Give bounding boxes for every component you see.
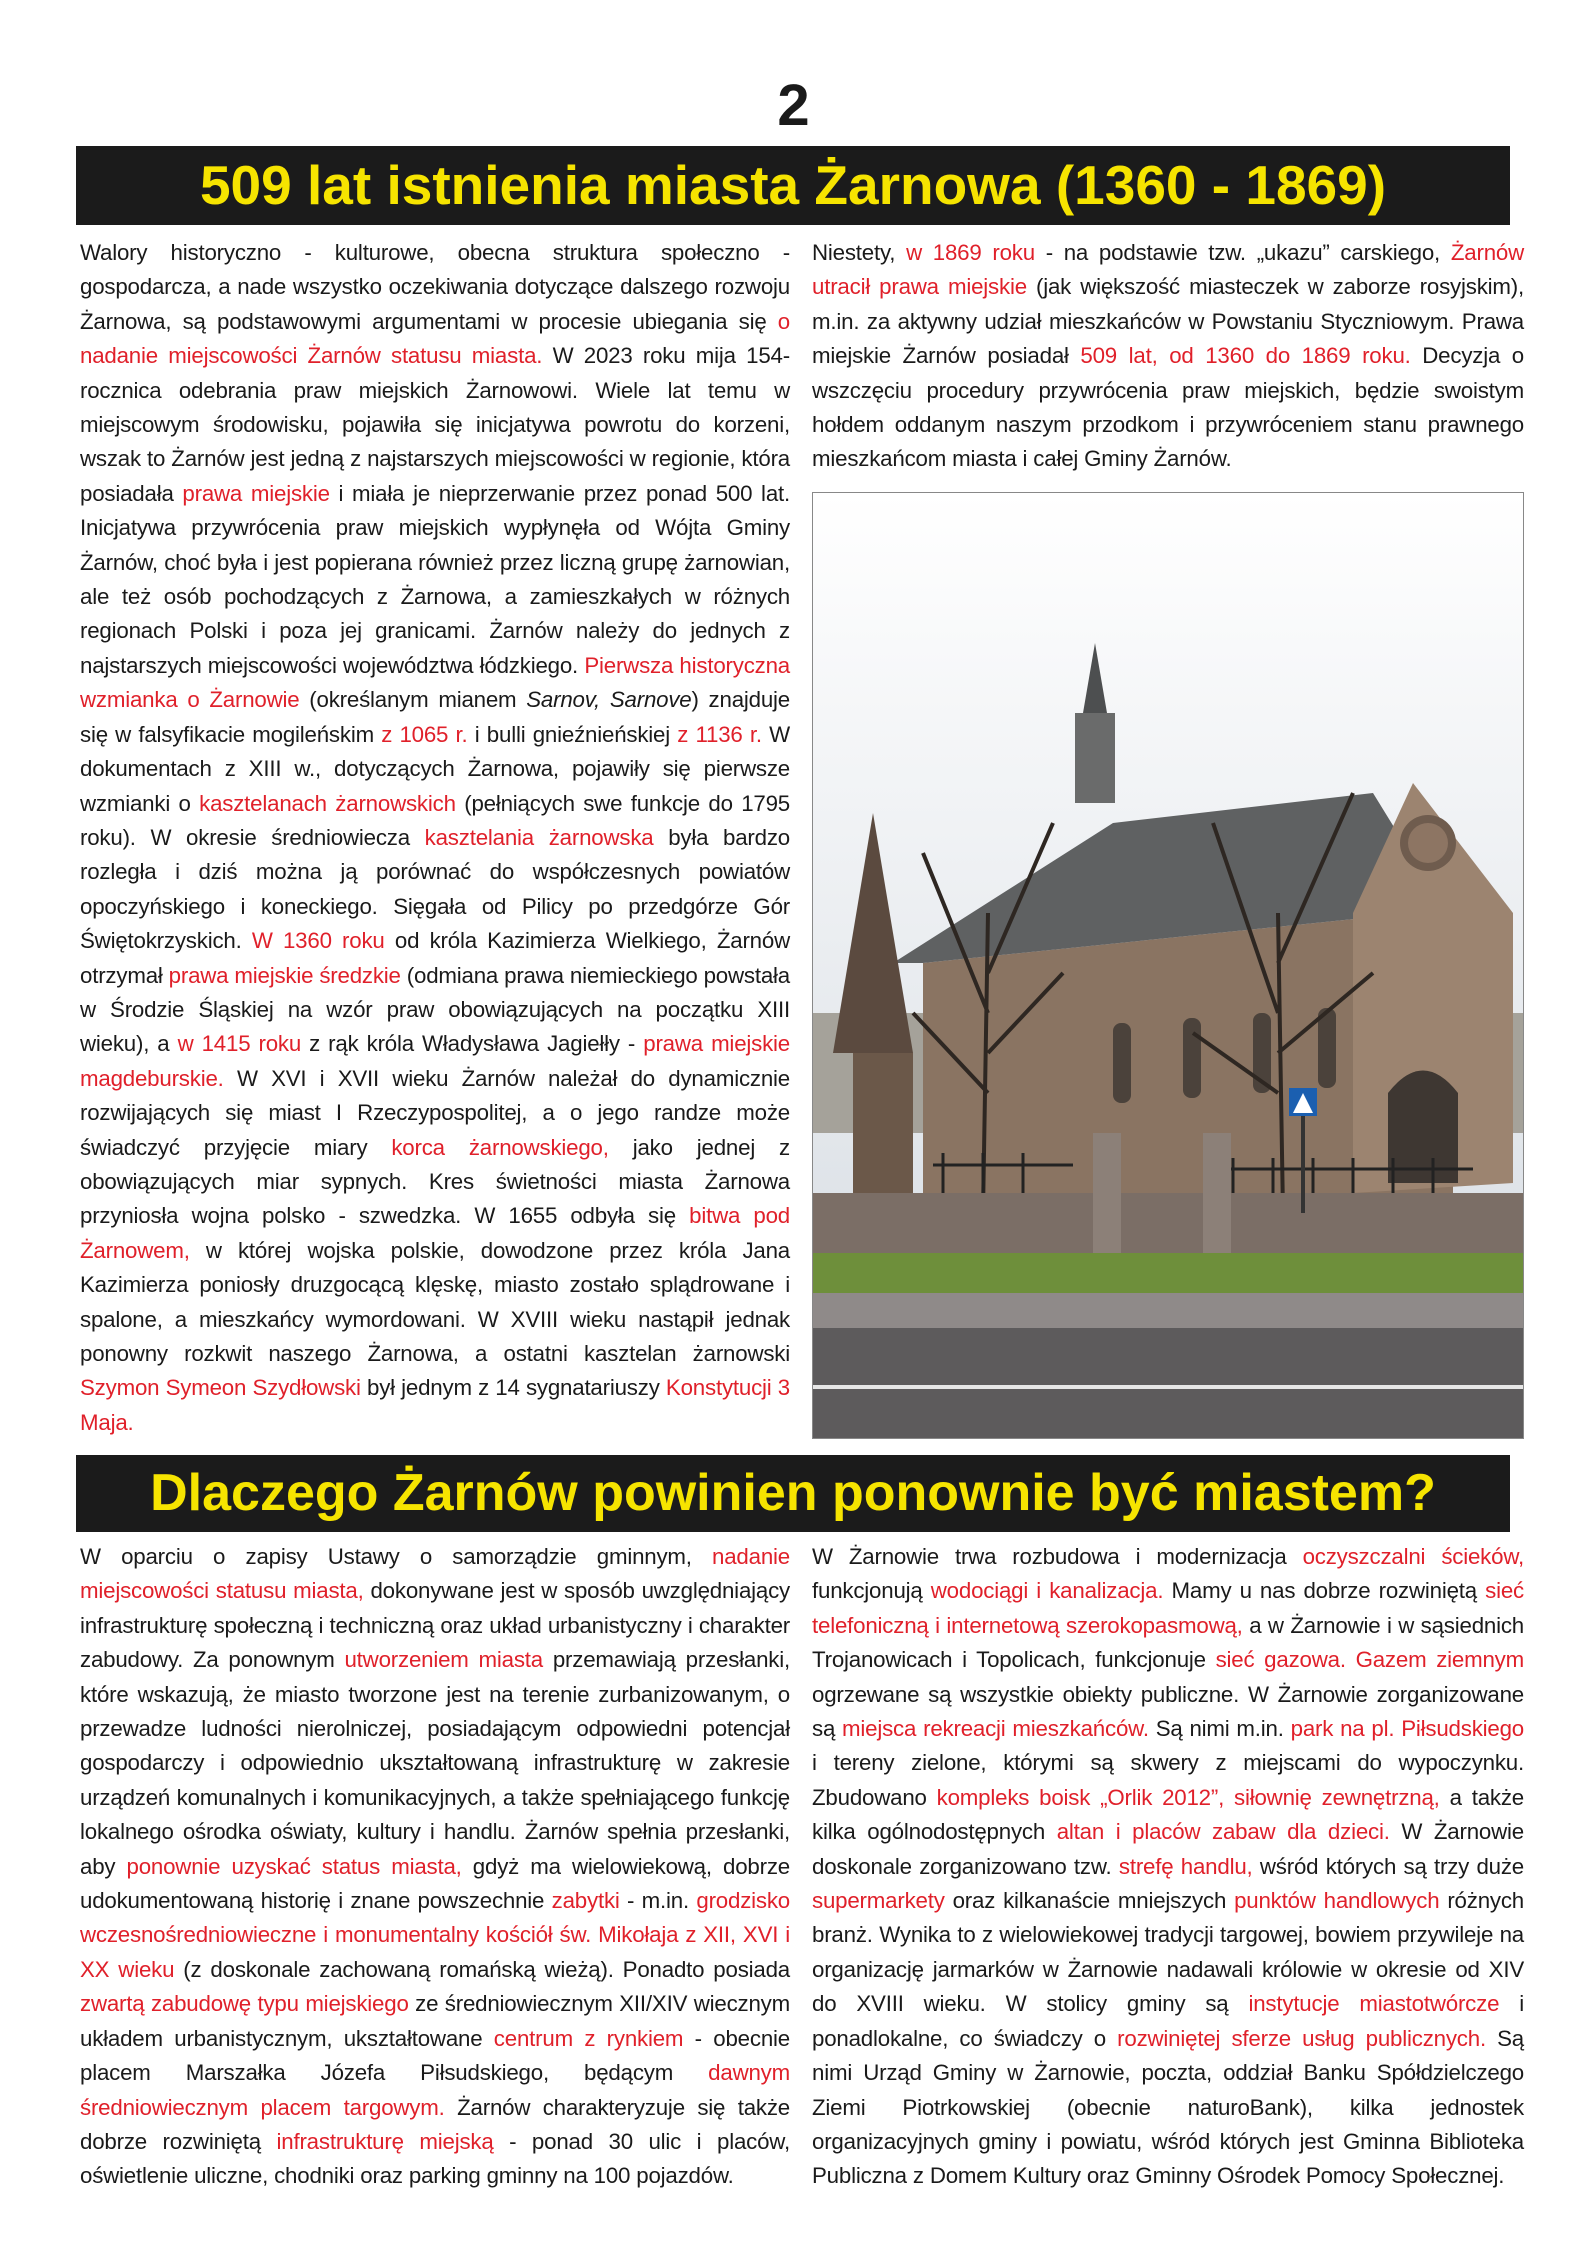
highlighted-phrase: oczyszczalni ścieków, — [1302, 1544, 1524, 1569]
section-title-history: 509 lat istnienia miasta Żarnowa (1360 - 1869) — [76, 146, 1510, 225]
text-run: (odmiana prawa niemieckiego powstała w Środzie Śląskiej na wzór praw obowiązujących na początku XIII wieku), a — [80, 962, 791, 1057]
text-run: ogrzewane są wszystkie obiekty publiczne. W Żarnowie zorganizowane są — [812, 1681, 1524, 1742]
highlighted-phrase: korca żarnowskiego, — [391, 1134, 609, 1160]
text-run: Decyzja o wszczęciu procedury przywrócenia praw miejskich, będzie swoistym hołdem oddanym naszym przodkom i przywróceniem stanu prawnego mieszkańcom miasta i całej Gminy Żarnów. — [812, 343, 1524, 472]
highlighted-phrase: instytucje miastotwórcze — [1248, 1991, 1500, 2017]
text-run: ) znajduje się w falsyfikacie mogileńskim — [80, 687, 790, 747]
highlighted-phrase: z 1136 r. — [677, 721, 762, 747]
highlighted-phrase: dawnym średniowiecznym placem targowym. — [80, 2060, 790, 2120]
highlighted-phrase: wodociągi i kanalizacja. — [930, 1578, 1164, 1604]
highlighted-phrase: ponownie uzyskać status miasta, — [126, 1853, 462, 1879]
highlighted-phrase: bitwa pod Żarnowem, — [80, 1203, 790, 1263]
text-run — [1346, 1647, 1356, 1672]
text-run: funkcjonują — [812, 1578, 931, 1604]
text-run: z rąk króla Władysława Jagiełły - — [301, 1031, 644, 1057]
highlighted-phrase: W 1360 roku — [251, 928, 385, 954]
text-run: Są nimi m.in. — [1148, 1716, 1291, 1742]
why-city-paragraph-continued — [812, 1540, 1524, 2194]
text-run: Walory historyczno - kulturowe, obecna struktura społeczno - gospodarcza, a nade wszystko oczekiwania dotyczące dalszego rozwoju Żarnowa, są podstawowymi argumentami w procesie ubiegania się — [80, 240, 790, 334]
text-run: - na podstawie tzw. „ukazu” carskiego, — [1034, 240, 1451, 265]
text-run: przemawiają przesłanki, które wskazują, że miasto tworzone jest na terenie zurbanizowanym, o przewadze ludności nierolniczej, posiadającym odpowiedni potencjał gospodarczy i odpowiednio ukształtowaną infrastrukturę w zakresie urządzeń komunalnych i komunikacyjnych, a także spełniającego funkcję lokalnego ośrodka oświaty, kultury i handlu. Żarnów spełnia przesłanki, aby — [80, 1647, 790, 1879]
highlighted-phrase: z 1065 r. — [381, 721, 468, 747]
text-run: była bardzo rozległa i dziś można ją porównać do współczesnych powiatów opoczyńskiego i koneckiego. Sięgała od Pilicy po przedgórze Gór Świętokrzyskich. — [80, 824, 791, 954]
highlighted-phrase: rozwiniętej sferze usług publicznych. — [1117, 2025, 1486, 2051]
text-run: od króla Kazimierza Wielkiego, Żarnów otrzymał — [80, 928, 790, 988]
highlighted-phrase: zwartą zabudowę typu miejskiego — [80, 1991, 409, 2017]
highlighted-phrase: Konstytucji 3 Maja. — [80, 1375, 790, 1435]
highlighted-phrase: Szymon Symeon Szydłowski — [80, 1375, 361, 1401]
highlighted-phrase: Żarnów utracił prawa miejskie — [812, 240, 1524, 300]
why-city-text-right — [812, 1540, 1524, 2194]
text-run: Żarnów charakteryzuje się także dobrze rozwiniętą — [80, 2094, 790, 2154]
text-run: - obecnie placem Marszałka Józefa Piłsudskiego, będącym — [80, 2025, 790, 2086]
highlighted-phrase: Pierwsza historyczna wzmianka o Żarnowie — [80, 652, 790, 713]
text-run: dokonywane jest w sposób uwzględniający infrastrukturę społeczną i techniczną oraz układ urbanistyczny i charakter zabudowy. Za ponownym — [80, 1578, 790, 1673]
why-city-paragraph — [80, 1540, 790, 2194]
text-run: (określanym mianem — [299, 687, 527, 713]
text-run: i ponadlokalne, co świadczy o — [812, 1991, 1524, 2051]
highlighted-phrase: zabytki — [551, 1888, 620, 1914]
text-run: ze średniowiecznym XII/XIV wiecznym układem urbanistycznym, ukształtowane — [80, 1991, 791, 2051]
highlighted-phrase: 509 lat, od 1360 do 1869 roku. — [1080, 343, 1411, 369]
history-paragraph-continued — [812, 236, 1524, 477]
highlighted-phrase: strefę handlu, — [1118, 1853, 1253, 1879]
text-run: w której wojska polskie, dowodzone przez króla Jana Kazimierza poniosły druzgocącą klęskę, miasto zostało splądrowane i spalone, a mieszkańcy wymordowani. W XVIII wieku nastąpił jednak ponowny rozkwit naszego Żarnowa, a ostatni kasztelan żarnowski — [80, 1237, 790, 1366]
highlighted-phrase: supermarkety — [812, 1888, 945, 1914]
text-run: i miała je nieprzerwanie przez ponad 500 lat. Inicjatywa przywrócenia praw miejskich wypłynęła od Wójta Gminy Żarnów, choć była i jest popierana również przez liczną grupę żarnowian, ale też osób pochodzących z Żarnowa, a zamieszkałych w różnych regionach Polski i poza jej granicami. Żarnów należy do jednych z najstarszych miejscowości województwa łódzkiego. — [80, 480, 791, 678]
highlighted-phrase: sieć gazowa. — [1215, 1647, 1346, 1673]
highlighted-phrase: prawa miejskie — [182, 480, 330, 506]
text-run: Mamy u nas dobrze rozwiniętą — [1163, 1578, 1486, 1604]
highlighted-phrase: centrum z rynkiem — [493, 2025, 684, 2051]
text-run: W dokumentach z XIII w., dotyczących Żarnowa, pojawiły się pierwsze wzmianki o — [80, 721, 791, 816]
why-city-text-left — [80, 1540, 790, 2194]
text-run: (z doskonale zachowaną romańską wieżą). Ponadto posiada — [174, 1956, 791, 1982]
page-number: 2 — [777, 73, 810, 138]
church-photo — [812, 492, 1524, 1439]
text-run: W Żarnowie doskonale zorganizowano tzw. — [812, 1819, 1524, 1879]
highlighted-phrase: miejsca rekreacji mieszkańców. — [842, 1716, 1149, 1742]
highlighted-phrase: utworzeniem miasta — [344, 1647, 543, 1673]
history-text-left — [80, 236, 790, 1440]
section-title-why-city: Dlaczego Żarnów powinien ponownie być miastem? — [76, 1455, 1510, 1532]
history-text-right — [812, 236, 1524, 477]
text-run: różnych branż. Wynika to z wielowiekowej tradycji targowej, bowiem przywileje na organizację jarmarków w Żarnowie nadawali królowie w okresie od XIV do XVIII wieku. W stolicy gminy są — [812, 1888, 1524, 2017]
highlighted-phrase: o nadanie miejscowości Żarnów statusu miasta. — [80, 308, 790, 369]
highlighted-phrase: w 1869 roku — [906, 240, 1035, 265]
text-run: i tereny zielone, którymi są skwery z miejscami do wypoczynku. Zbudowano — [812, 1750, 1524, 1810]
text-run: a także kilka ogólnodostępnych — [812, 1784, 1524, 1845]
highlighted-phrase: infrastrukturę miejską — [276, 2128, 494, 2154]
highlighted-phrase: nadanie miejscowości statusu miasta, — [80, 1544, 790, 1604]
text-run: W XVI i XVII wieku Żarnów należał do dynamicznie rozwijających się miast I Rzeczypospolitej, a o jego randze może świadczyć przyjęcie miary — [80, 1065, 790, 1160]
highlighted-phrase: prawa miejskie magdeburskie. — [80, 1031, 790, 1091]
italic-phrase: Sarnov, Sarnove — [526, 687, 692, 713]
text-run: - m.in. — [619, 1888, 697, 1914]
text-run: oraz kilkanaście mniejszych — [944, 1888, 1235, 1914]
highlighted-phrase: park na pl. Piłsudskiego — [1290, 1716, 1524, 1742]
text-run: W 2023 roku mija 154-rocznica odebrania praw miejskich Żarnowowi. Wiele lat temu w miejscowym środowisku, pojawiła się inicjatywa powrotu do korzeni, wszak to Żarnów jest jedną z najstarszych miejscowości w regionie, która posiadała — [80, 343, 790, 506]
text-run: W oparciu o zapisy Ustawy o samorządzie gminnym, — [80, 1544, 713, 1569]
highlighted-phrase: kasztelania żarnowska — [424, 824, 654, 850]
highlighted-phrase: grodzisko wczesnośredniowieczne i monumentalny kościół św. Mikołaja z XII, XVI i XX wieku — [80, 1888, 791, 1982]
text-run: i bulli gnieźnieńskiej — [467, 721, 678, 747]
text-run: (pełniących swe funkcje do 1795 roku). W okresie średniowiecza — [80, 790, 790, 850]
text-run: - ponad 30 ulic i placów, oświetlenie uliczne, chodniki oraz parking gminny na 100 pojazdów. — [80, 2128, 790, 2189]
text-run: był jednym z 14 sygnatariuszy — [360, 1375, 666, 1401]
text-run: jako jednej z obowiązujących miar sypnych. Kres świetności miasta Żarnowa przyniosła wojna polsko - szwedzka. W 1655 odbyła się — [80, 1134, 790, 1229]
highlighted-phrase: kasztelanach żarnowskich — [199, 790, 456, 816]
history-paragraph — [80, 236, 790, 1440]
text-run: W Żarnowie trwa rozbudowa i modernizacja — [812, 1544, 1303, 1569]
highlighted-phrase: kompleks boisk „Orlik 2012”, siłownię zewnętrzną, — [936, 1784, 1440, 1810]
highlighted-phrase: w 1415 roku — [177, 1031, 302, 1057]
text-run: a w Żarnowie i w sąsiednich Trojanowicach i Topolicach, funkcjonuje — [812, 1612, 1524, 1673]
text-run: Niestety, — [812, 240, 907, 265]
text-run: (jak większość miasteczek w zaborze rosyjskim), m.in. za aktywny udział mieszkańców w Powstaniu Styczniowym. Prawa miejskie Żarnów posiadał — [812, 274, 1524, 369]
text-run: gdyż ma wielowiekową, dobrze udokumentowaną historię i znane powszechnie — [80, 1853, 790, 1914]
text-run: wśród których są trzy duże — [1252, 1853, 1524, 1879]
highlighted-phrase: Gazem ziemnym — [1355, 1647, 1524, 1673]
highlighted-phrase: prawa miejskie średzkie — [168, 962, 401, 988]
text-run: Są nimi Urząd Gminy w Żarnowie, poczta, oddział Banku Spółdzielczego Ziemi Piotrkowskiej (obecnie naturoBank), kilka jednostek organizacyjnych gminy i powiatu, wśród których jest Gminna Biblioteka Publiczna z Domem Kultury oraz Gminny Ośrodek Pomocy Społecznej. — [812, 2025, 1524, 2189]
highlighted-phrase: altan i placów zabaw dla dzieci. — [1056, 1819, 1390, 1845]
highlighted-phrase: punktów handlowych — [1234, 1888, 1440, 1914]
highlighted-phrase: sieć telefoniczną i internetową szerokopasmową, — [812, 1578, 1524, 1638]
